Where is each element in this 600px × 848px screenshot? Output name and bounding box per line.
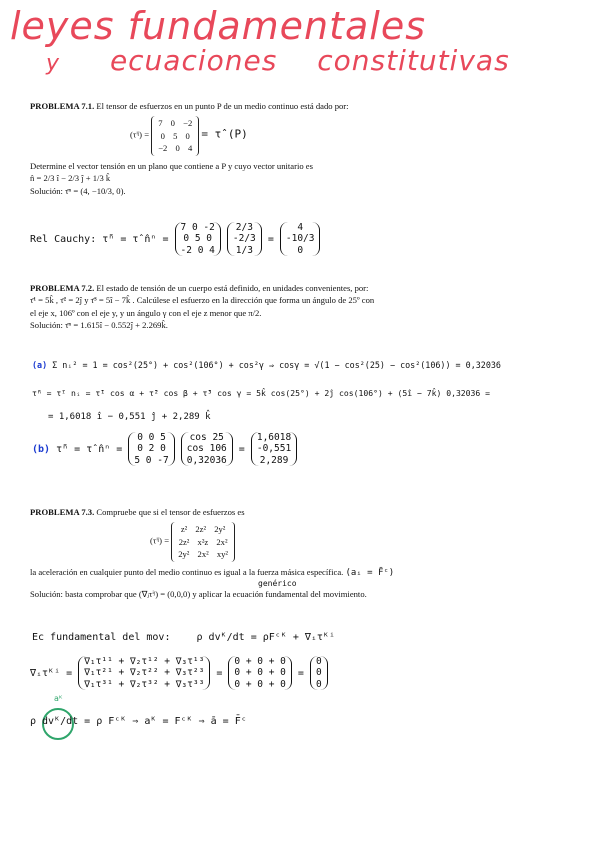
- matrix-row: ∇₁τ³¹ + ∇₂τ³² + ∇₃τ³³: [84, 678, 205, 690]
- matrix-row: ∇₁τ²¹ + ∇₂τ²² + ∇₃τ²³: [84, 667, 205, 679]
- hw-matrix: [78, 656, 210, 690]
- matrix-row: z² 2z² 2y²: [180, 524, 226, 535]
- hw-vector: [227, 222, 262, 256]
- hw-result-vector: [280, 222, 321, 256]
- matrix-row: 7 0 −2: [158, 118, 193, 129]
- vector-entry: cos 106: [186, 443, 227, 455]
- problem-7-2-line: τ̄¹ = 5k̂ , τ̄² = 2ĵ y τ̄³ = 5î − 7k̂ . Calcúlese el esfuerzo en la dirección que forma un ángulo de 25º con: [30, 295, 375, 306]
- vector-entry: 0,32036: [186, 454, 227, 466]
- acceleration-note: aᴷ: [54, 694, 63, 703]
- problem-7-1-text: Determine el vector tensión en un plano que contiene a P y cuyo vector unitario es: [30, 160, 313, 171]
- hw-vector: [181, 432, 233, 466]
- problem-7-1: [30, 100, 410, 197]
- title-line-1: leyes fundamentales: [10, 4, 427, 48]
- handwritten-conclusion: ρ dvᴷ/dt = ρ Fᶜᴷ ⇒ aᴷ = Fᶜᴷ ⇒ ā = F̄ᶜ: [30, 716, 247, 727]
- handwritten-generico: genérico: [258, 578, 297, 588]
- problem-7-1-equation: [130, 116, 410, 155]
- problem-7-3: [30, 506, 420, 600]
- tensor-lhs: (τⁱʲ) =: [130, 130, 150, 141]
- vector-entry: 0: [315, 667, 322, 679]
- problem-7-2-heading: PROBLEMA 7.2.: [30, 283, 95, 293]
- problem-7-1-intro: El tensor de esfuerzos en un punto P de un medio continuo está dado por:: [96, 101, 349, 111]
- title-conjunction: y: [46, 51, 61, 76]
- problem-7-3-solution: Solución: basta comprobar que (∇ⱼτⁱʲ) = (0,0,0) y aplicar la ecuación fundamental del movimiento.: [30, 588, 367, 599]
- handwritten-divergence: [30, 656, 328, 690]
- problem-7-2-line: el eje x, 106º con el eje y, y un ángulo γ con el eje z menor que π/2.: [30, 307, 262, 318]
- equals-sign: =: [297, 668, 304, 680]
- problem-7-2-solution: Solución: τ̄ⁿ = 1.615î − 0.552ĵ + 2.269k̂.: [30, 320, 168, 331]
- problem-7-3-text: la aceleración en cualquier punto del medio continuo es igual a la fuerza másica específica.: [30, 566, 344, 577]
- vector-entry: 1/3: [235, 244, 253, 256]
- vector-entry: -2/3: [232, 233, 256, 245]
- matrix-row: ∇₁τ¹¹ + ∇₂τ¹² + ∇₃τ¹³: [84, 656, 205, 667]
- title-line-2: [46, 44, 510, 77]
- tensor-matrix: [151, 116, 199, 155]
- hw-zero-matrix: [228, 656, 291, 690]
- title-word-ecuaciones: ecuaciones: [109, 44, 278, 77]
- part-a-label: (a): [32, 360, 48, 370]
- matrix-row: 0 5 0: [160, 130, 190, 141]
- tensor-matrix: [171, 522, 235, 561]
- vector-entry: 0: [297, 244, 304, 256]
- cauchy-eq: τ̄ⁿ = τ̂ n̂ⁿ =: [102, 234, 169, 246]
- problem-7-1-solution: Solución: τ̄ⁿ = (4, −10/3, 0).: [30, 185, 126, 196]
- handwritten-tensor-label: = τ̂ (P): [201, 128, 248, 142]
- cauchy-label: Rel Cauchy:: [30, 234, 97, 246]
- handwritten-part-b: [32, 432, 297, 466]
- problem-7-1-normal: n̂ = 2/3 î − 2/3 ĵ + 1/3 k̂: [30, 173, 111, 184]
- matrix-row: 0 + 0 + 0: [234, 656, 286, 667]
- hw-matrix: [128, 432, 174, 466]
- problem-7-3-heading: PROBLEMA 7.3.: [30, 507, 95, 517]
- matrix-row: 2y² 2x² xy²: [178, 549, 229, 560]
- hw-result-vector: [251, 432, 297, 466]
- hw-matrix: [175, 222, 221, 256]
- vector-entry: 0: [315, 656, 322, 667]
- matrix-row: 0 5 0: [183, 233, 212, 245]
- matrix-row: 0 2 0: [137, 443, 166, 455]
- matrix-row: 0 + 0 + 0: [234, 667, 286, 679]
- handwritten-line-2: τ̄ⁿ = τ̄ⁱ nᵢ = τ̄¹ cos α + τ̄² cos β + τ̄³ cos γ = 5k̂ cos(25°) + 2ĵ cos(106°) + (5î − 7k̂) 0,32036 =: [32, 388, 491, 398]
- matrix-row: 2z² x²z 2x²: [178, 536, 228, 547]
- vector-entry: 2,289: [259, 454, 289, 466]
- equals-sign: =: [216, 668, 223, 680]
- problem-7-1-heading: PROBLEMA 7.1.: [30, 101, 95, 111]
- vector-entry: -0,551: [256, 443, 292, 455]
- handwritten-line-3: = 1,6018 î − 0,551 ĵ + 2,289 k̂: [48, 412, 211, 422]
- vector-entry: cos 25: [189, 432, 224, 443]
- handwritten-part-a: [32, 360, 501, 370]
- matrix-row: -2 0 4: [180, 244, 215, 256]
- tensor-lhs: (τⁱʲ) =: [150, 536, 170, 547]
- vector-entry: 2/3: [235, 222, 253, 233]
- problem-7-2-line: El estado de tensión de un cuerpo está definido, en unidades convenientes, por:: [96, 283, 369, 293]
- equals-sign: =: [267, 234, 274, 246]
- divergence-lhs: ∇ᵢτᴷⁱ =: [30, 668, 73, 680]
- matrix-row: 7 0 -2: [180, 222, 215, 233]
- handwritten-fundamental-eq: [32, 632, 335, 643]
- matrix-row: −2 0 4: [158, 143, 193, 154]
- problem-7-2: [30, 282, 410, 332]
- fundamental-eq-label: Ec fundamental del mov:: [32, 632, 171, 643]
- handwritten-note: (aᵢ = F̄ᶜ): [345, 567, 395, 578]
- matrix-row: 0 0 5: [137, 432, 166, 443]
- vector-entry: -10/3: [285, 233, 315, 245]
- part-b-eq: τ̄ⁿ = τ̂ n̂ⁿ =: [56, 444, 123, 456]
- title-word-constitutivas: constitutivas: [317, 44, 510, 77]
- part-b-label: (b): [32, 444, 51, 456]
- vector-entry: 4: [297, 222, 304, 233]
- vector-entry: 0: [315, 678, 322, 690]
- fundamental-eq: ρ dvᴷ/dt = ρFᶜᴷ + ∇ᵢτᴷⁱ: [196, 632, 335, 643]
- problem-7-3-intro: Compruebe que si el tensor de esfuerzos es: [96, 507, 245, 517]
- handwritten-cauchy: [30, 222, 320, 256]
- hw-zero-vector: [310, 656, 328, 690]
- part-a-line: Σ nᵢ² = 1 = cos²(25°) + cos²(106°) + cos²γ ⇒ cosγ = √(1 − cos²(25) − cos²(106)) = 0,32036: [52, 360, 501, 370]
- matrix-row: 0 + 0 + 0: [234, 678, 286, 690]
- problem-7-3-equation: [150, 522, 420, 561]
- equals-sign: =: [238, 444, 245, 456]
- matrix-row: 5 0 -7: [134, 454, 169, 466]
- vector-entry: 1,6018: [256, 432, 292, 443]
